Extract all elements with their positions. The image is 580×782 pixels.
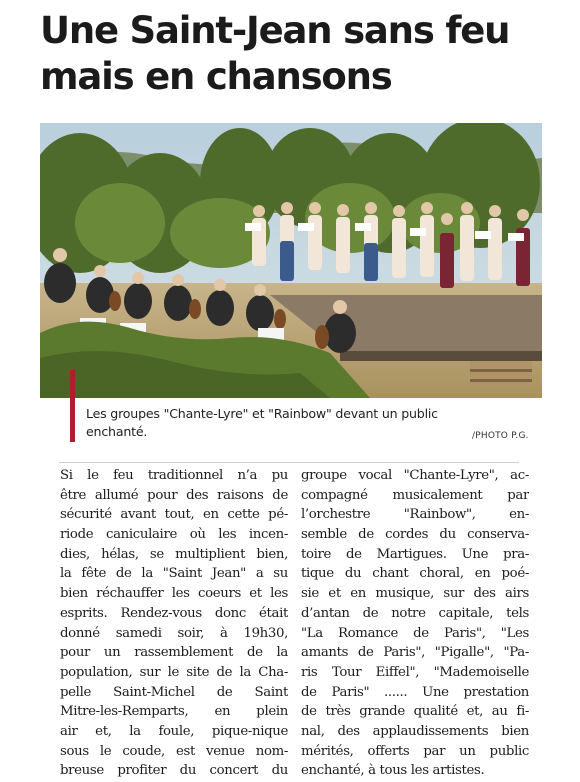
column-line: amants de Paris", "Pigalle", "Pa- — [301, 645, 529, 661]
headline-line-1: Une Saint-Jean sans feu — [40, 9, 510, 52]
caption-accent-bar — [70, 370, 75, 442]
photo-credit: /PHOTO P.G. — [472, 431, 529, 441]
column-line: breuse profiter du concert du — [60, 763, 288, 779]
column-line: "La Romance de Paris", "Les — [301, 625, 529, 641]
column-line: Si le feu traditionnel n’a pu — [60, 468, 288, 483]
column-line: groupe vocal "Chante-Lyre", ac- — [301, 468, 529, 483]
column-line: pour un rassemblement de la — [60, 645, 288, 661]
column-line: semble de cordes du conserva- — [301, 527, 529, 543]
column-line: sous le coude, est venue nom- — [60, 743, 288, 759]
column-line: être allumé pour des raisons de — [60, 487, 288, 503]
column-line: l’orchestre "Rainbow", en- — [301, 507, 529, 523]
column-line: nal, des applaudissements bien — [301, 723, 529, 739]
photo-caption — [86, 405, 526, 441]
column-line: d’antan de notre capitale, tels — [301, 605, 529, 621]
column-line: de très grande qualité et, au fi- — [301, 704, 529, 720]
column-line: ris Tour Eiffel", "Mademoiselle — [301, 664, 529, 680]
column-line: compagné musicalement par — [301, 487, 529, 503]
choir-photo-illustration — [40, 123, 542, 398]
column-line: air et, la foule, pique-nique — [60, 723, 288, 739]
article-column-right — [301, 466, 529, 781]
column-line: Mitre-les-Remparts, en plein — [60, 704, 288, 720]
caption-line-2: enchanté. — [86, 424, 148, 439]
article-column-left — [60, 466, 288, 781]
column-line: dies, hélas, se multiplient bien, — [60, 546, 288, 562]
column-line: de Paris" ...... Une prestation — [301, 684, 529, 700]
column-line: tique du chant choral, en poé- — [301, 566, 529, 582]
column-line: sie et en musique, sur des airs — [301, 586, 529, 602]
caption-line-1: Les groupes "Chante-Lyre" et "Rainbow" devant un public — [86, 406, 438, 421]
column-line: toire de Martigues. Une pra- — [301, 546, 529, 562]
column-line: la fête de la "Saint Jean" a su — [60, 566, 288, 582]
section-divider — [59, 462, 519, 463]
column-line: esprits. Rendez-vous donc était — [60, 605, 288, 621]
article-photo — [40, 123, 542, 398]
article-headline — [40, 8, 560, 100]
column-line: mérités, offerts par un public — [301, 743, 529, 759]
column-line: riode caniculaire où les incen- — [60, 527, 288, 543]
headline-line-2: mais en chansons — [40, 55, 392, 98]
column-line: bien réchauffer les coeurs et les — [60, 586, 288, 602]
column-line: enchanté, à tous les artistes. — [301, 763, 485, 779]
column-line: sécurité avant tout, en cette pé- — [60, 507, 288, 523]
column-line: population, sur le site de la Cha- — [60, 664, 288, 680]
column-line: donné samedi soir, à 19h30, — [60, 625, 288, 641]
column-line: pelle Saint-Michel de Saint — [60, 684, 288, 700]
